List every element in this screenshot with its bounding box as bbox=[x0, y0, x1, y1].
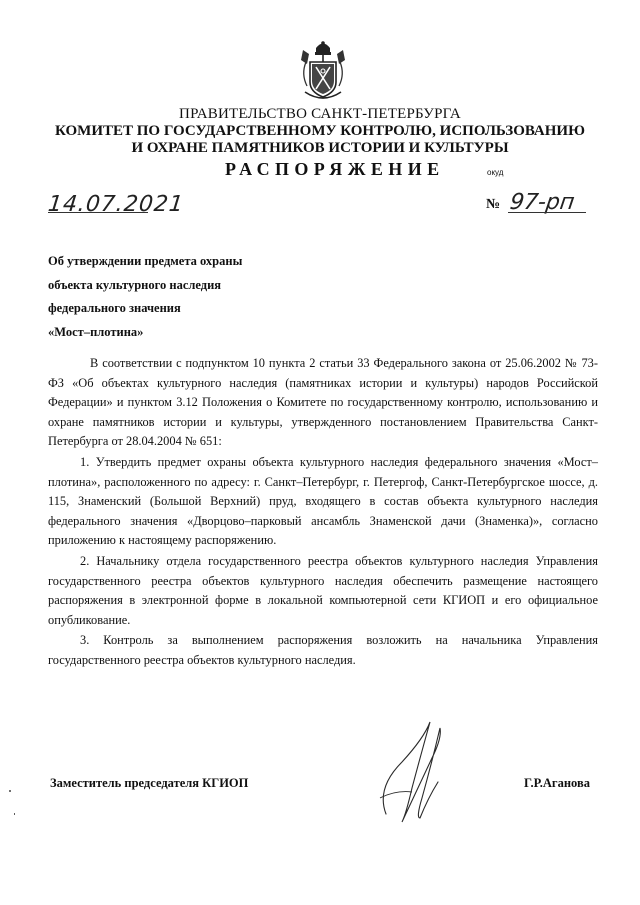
document-number: 97-рп bbox=[508, 190, 577, 215]
subject-line: Об утверждении предмета охраны bbox=[48, 254, 243, 268]
order-item-3: 3. Контроль за выполнением распоряжения возложить на начальника Управления государственного реестра объектов культурного наследия. bbox=[48, 633, 598, 667]
signer-title: Заместитель председателя КГИОП bbox=[50, 776, 249, 790]
handwritten-signature bbox=[372, 718, 452, 826]
order-item-2: 2. Начальнику отдела государственного реестра объектов культурного наследия Управления государственного реестра объектов культурного наследия обеспечить размещение настоящего распоряжения в электронной форме в локальной компьютерной сети КГИОП и его официальное опубликование. bbox=[48, 553, 598, 627]
document-body bbox=[48, 354, 598, 672]
order-item-1: 1. Утвердить предмет охраны объекта культурного наследия федерального значения «Мост–плотина», расположенного по адресу: г. Санкт–Петербург, г. Петергоф, Санкт-Петербургское шоссе, д. 115, Знаменский (Большой Верхний) пруд, входящего в состав объекта культурного наследия федерального значения «Дворцово–парковый ансамбль Знаменской дачи (Знаменка)», согласно приложению к настоящему распоряжению. bbox=[48, 454, 598, 548]
subject-line: объекта культурного наследия bbox=[48, 277, 222, 292]
okud-label: окуд bbox=[487, 168, 504, 177]
coat-of-arms-icon bbox=[297, 40, 349, 102]
date-underline bbox=[48, 212, 148, 213]
committee-name-line-1: КОМИТЕТ ПО ГОСУДАРСТВЕННОМУ КОНТРОЛЮ, ИСПОЛЬЗОВАНИЮ bbox=[55, 123, 585, 139]
committee-name-line-2: И ОХРАНЕ ПАМЯТНИКОВ ИСТОРИИ И КУЛЬТУРЫ bbox=[131, 140, 509, 156]
signer-name: Г.Р.Аганова bbox=[524, 776, 590, 790]
preamble-paragraph: В соответствии с подпунктом 10 пункта 2 статьи 33 Федерального закона от 25.06.2002 № 73-ФЗ «Об объектах культурного наследия (памятниках истории и культуры) народов Российской Федерации» и пунктом 3.12 Положения о Комитете по государственному контролю, использованию и охране памятников истории и культуры, утвержденного постановлением Правительства Санкт-Петербурга от 28.04.2004 № 651: bbox=[48, 356, 598, 449]
number-underline bbox=[508, 212, 586, 213]
number-sign: № bbox=[486, 197, 501, 212]
scan-speck bbox=[9, 790, 11, 792]
document-date: 14.07.2021 bbox=[46, 192, 186, 217]
subject-line: федерального значения bbox=[48, 301, 181, 315]
government-name: ПРАВИТЕЛЬСТВО САНКТ-ПЕТЕРБУРГА bbox=[179, 106, 461, 122]
subject-block bbox=[48, 250, 242, 344]
subject-line: «Мост–плотина» bbox=[48, 324, 144, 339]
document-type: РАСПОРЯЖЕНИЕ bbox=[225, 159, 445, 179]
scan-speck bbox=[14, 813, 15, 815]
